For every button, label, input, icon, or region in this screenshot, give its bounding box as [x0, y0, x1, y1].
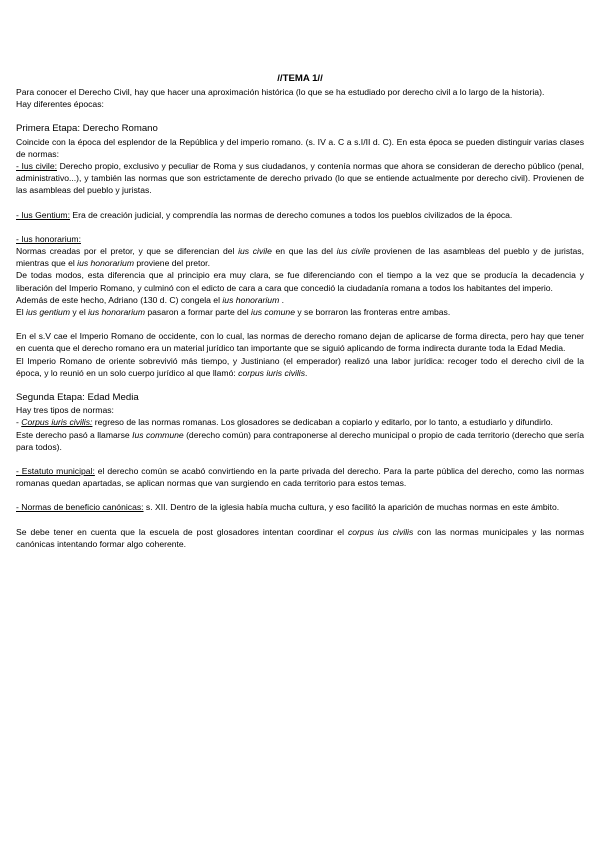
corpus-label: Corpus iuris civilis: — [21, 417, 93, 428]
text-run: (derecho común) para contraponerse al derecho municipal o propio de cada territorio (derecho que sería para todos). — [16, 429, 585, 452]
text-run: El — [16, 307, 27, 318]
italic-term: ius gentium — [26, 307, 70, 318]
text-run: . — [305, 367, 308, 378]
ius-honorarium-heading — [16, 233, 584, 245]
text-run: - — [16, 417, 22, 428]
intro-epochs: Hay diferentes épocas: — [16, 99, 104, 110]
italic-term: corpus ius civilis — [347, 526, 414, 537]
text-run: Además de este hecho, Adriano (130 d. C) congela el — [16, 294, 223, 305]
final-paragraph — [16, 526, 584, 550]
italic-term: ius honorarium — [222, 294, 280, 305]
text-run: pasaron a formar parte del — [144, 307, 252, 318]
italic-term: ius honorarium — [77, 258, 134, 269]
text-run: Se debe tener en cuenta que la escuela de post glosadores intentan coordinar el — [16, 526, 348, 537]
ius-honorarium-label: - Ius honorarium: — [16, 233, 81, 244]
text-run: s. XII. Dentro de la iglesia había mucha cultura, y eso facilitó la aparición de muchas normas en este ámbito. — [143, 502, 560, 513]
honorarium-paragraph-2: De todas modos, esta diferencia que al principio era muy clara, se fue diferenciando con el tiempo a la vez que se producía la decadencia y liberación del Imperio Romano, y culminó con el edicto de cara a cara que concedió la ciudadanía romana a todos los habitantes del imperio. — [16, 270, 584, 293]
section-heading-etapa1: Primera Etapa: Derecho Romano — [16, 123, 158, 135]
italic-term: ius civile — [238, 246, 272, 257]
text-run: en que las del — [271, 246, 337, 257]
text-run: con las normas municipales y las normas canónicas intentando formar algo coherente. — [16, 526, 584, 549]
italic-term: Ius commune — [132, 429, 184, 440]
italic-term: ius civile — [336, 246, 371, 257]
justiniano-paragraph — [16, 355, 584, 379]
text-run: Normas creadas por el pretor, y que se diferencian del — [16, 246, 239, 257]
honorarium-paragraph-1 — [16, 245, 584, 269]
ius-gentium-paragraph — [16, 209, 584, 221]
text-run: y el — [69, 307, 89, 318]
intro-paragraph: Para conocer el Derecho Civil, hay que hacer una aproximación histórica (lo que se ha estudiado por derecho civil a lo largo de la historia). — [16, 87, 545, 97]
page-title: //TEMA 1// — [277, 73, 323, 84]
ius-commune-paragraph — [16, 429, 584, 453]
text-run: Este derecho pasó a llamarse — [16, 429, 133, 440]
fall-of-rome-paragraph: En el s.V cae el Imperio Romano de occidente, con lo cual, las normas de derecho romano dejan de aplicarse de forma directa, pero hay que tener en cuenta que el derecho romano era un material jurídico tan importante que se siguió aplicando de forma indirecta durante toda la Edad Media. — [16, 331, 584, 354]
italic-term: ius comune — [251, 307, 295, 318]
corpus-paragraph — [16, 416, 584, 428]
ius-civile-text: Derecho propio, exclusivo y peculiar de Roma y sus ciudadanos, y contenía normas que ahora se consideran de derecho público (penal, administrativo...), y también las normas que son estrictamente de derecho privado (lo que se entiende actualmente por derecho civil). Provienen de las asambleas del pueblo y juristas. — [16, 161, 584, 196]
ius-gentium-text: Era de creación judicial, y comprendía las normas de derecho comunes a todos los pueblos civilizados de la época. — [69, 209, 513, 220]
honorarium-paragraph-3 — [16, 294, 584, 306]
text-run: regreso de las normas romanas. Los glosadores se dedicaban a copiarlo y editarlo, por lo tanto, a estudiarlo y difundirlo. — [92, 417, 553, 428]
normas-canonicas-paragraph — [16, 501, 584, 513]
honorarium-paragraph-4 — [16, 306, 584, 318]
normas-canonicas-label: - Normas de beneficio canónicas: — [16, 502, 144, 513]
text-run: proviene del pretor. — [134, 258, 210, 269]
estatuto-municipal-paragraph — [16, 465, 584, 489]
italic-term: ius honorarium — [88, 307, 145, 318]
text-run: El Imperio Romano de oriente sobrevivió más tiempo, y Justiniano (el emperador) realizó una labor jurídica: recoger todo el derecho civil de la época, y lo reunió en un solo cuerpo jurídico al que llamó: — [16, 355, 584, 378]
etapa1-intro: Coincide con la época del esplendor de la República y del imperio romano. (s. IV a. C a s.I/II d. C). En esta época se pueden distinguir varias clases de normas: — [16, 136, 584, 159]
ius-gentium-label: - Ius Gentium: — [16, 209, 70, 220]
ius-civile-paragraph — [16, 160, 584, 197]
text-run: . — [279, 294, 285, 305]
text-run: el derecho común se acabó convirtiendo en la parte privada del derecho. Para la parte pública del derecho, como las normas romanas quedan apartadas, se aplican normas que van surgiendo en cada territorio para estos temas. — [16, 466, 585, 489]
italic-term: corpus iuris civilis — [238, 367, 306, 378]
etapa2-intro: Hay tres tipos de normas: — [16, 405, 114, 416]
section-heading-etapa2: Segunda Etapa: Edad Media — [16, 392, 139, 404]
text-run: provienen de las asambleas del pueblo y de juristas, mientras que el — [16, 246, 584, 269]
estatuto-municipal-label: - Estatuto municipal: — [16, 466, 95, 477]
ius-civile-label: - Ius civile: — [16, 161, 58, 172]
text-run: y se borraron las fronteras entre ambas. — [294, 307, 451, 318]
